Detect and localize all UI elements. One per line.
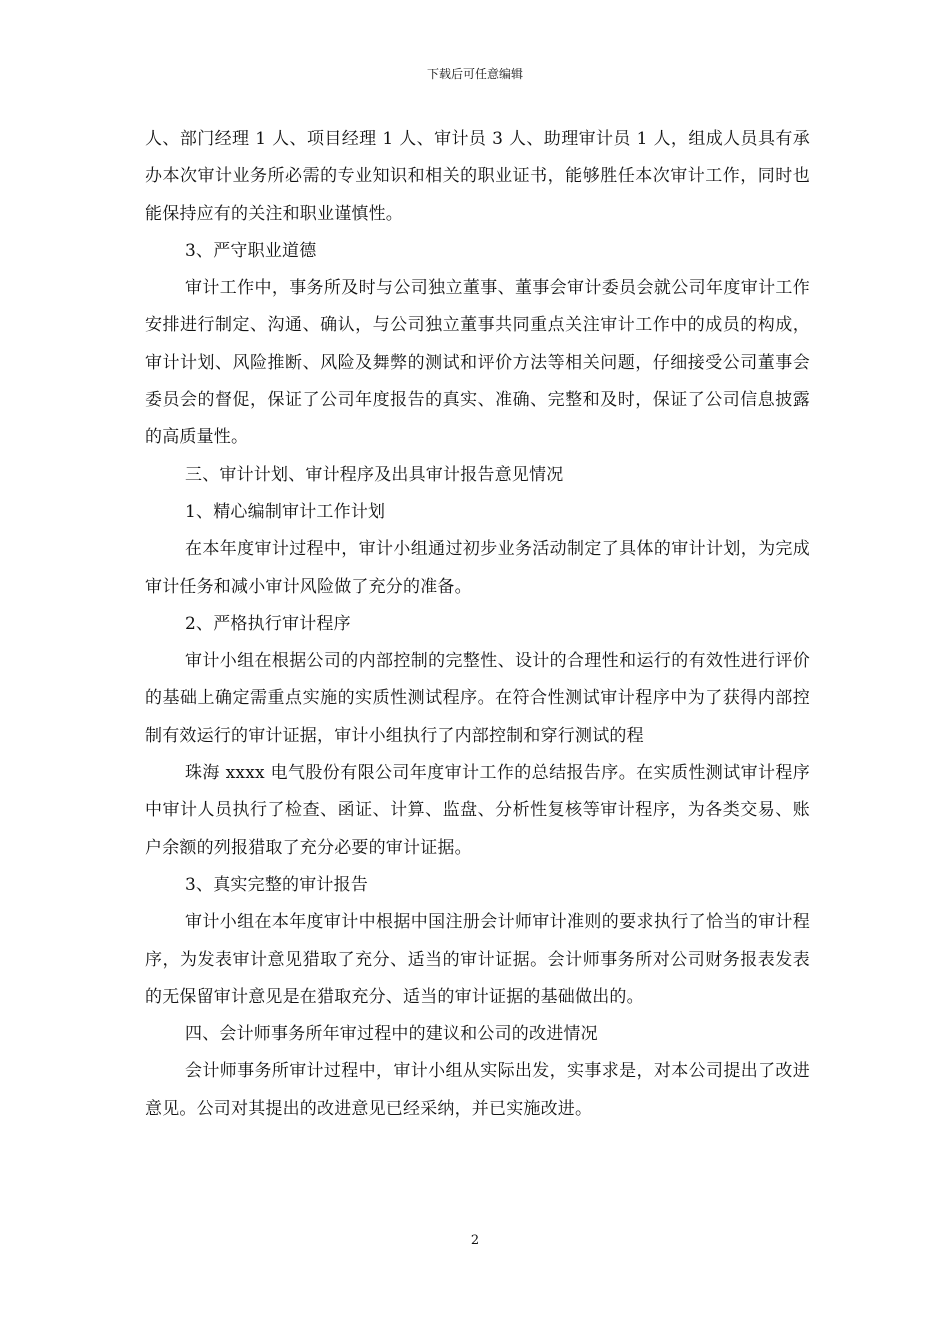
document-body xyxy=(145,121,810,1128)
page-header: 下载后可任意编辑 xyxy=(426,67,523,81)
paragraph-improvements: 会计师事务所审计过程中，审计小组从实际出发，实事求是，对本公司提出了改进意见。公司对其提出的改进意见已经采纳，并已实施改进。 xyxy=(145,1061,810,1119)
paragraph-ethics: 审计工作中，事务所及时与公司独立董事、董事会审计委员会就公司年度审计工作安排进行制定、沟通、确认，与公司独立董事共同重点关注审计工作中的成员的构成，审计计划、风险推断、风险及舞弊的测试和评价方法等相关问题，仔细接受公司董事会委员会的督促，保证了公司年度报告的真实、准确、完整和及时，保证了公司信息披露的高质量性。 xyxy=(145,278,810,448)
paragraph-audit-procedure: 审计小组在根据公司的内部控制的完整性、设计的合理性和运行的有效性进行评价的基础上确定需重点实施的实质性测试程序。在符合性测试审计程序中为了获得内部控制有效运行的审计证据，审计小组执行了内部控制和穿行测试的程 xyxy=(145,651,810,746)
paragraph-substantive-testing: 珠海 xxxx 电气股份有限公司年度审计工作的总结报告序。在实质性测试审计程序中审计人员执行了检查、函证、计算、监盘、分析性复核等审计程序，为各类交易、账户余额的列报猎取了充分必要的审计证据。 xyxy=(145,763,810,858)
paragraph-audit-plan: 在本年度审计过程中，审计小组通过初步业务活动制定了具体的审计计划，为完成审计任务和减小审计风险做了充分的准备。 xyxy=(145,539,810,597)
paragraph-audit-report: 审计小组在本年度审计中根据中国注册会计师审计准则的要求执行了恰当的审计程序，为发表审计意见猎取了充分、适当的审计证据。会计师事务所对公司财务报表发表的无保留审计意见是在猎取充分、适当的审计证据的基础做出的。 xyxy=(145,912,810,1007)
paragraph-team-composition: 人、部门经理 1 人、项目经理 1 人、审计员 3 人、助理审计员 1 人，组成人员具有承办本次审计业务所必需的专业知识和相关的职业证书，能够胜任本次审计工作，同时也能保持应有的关注和职业谨慎性。 xyxy=(145,129,810,224)
heading-audit-plan: 1、精心编制审计工作计划 xyxy=(185,501,386,522)
heading-audit-report: 3、真实完整的审计报告 xyxy=(185,874,369,895)
heading-audit-procedure: 2、严格执行审计程序 xyxy=(185,613,351,634)
heading-section-three: 三、审计计划、审计程序及出具审计报告意见情况 xyxy=(185,464,564,485)
heading-section-four: 四、会计师事务所年审过程中的建议和公司的改进情况 xyxy=(185,1024,598,1045)
page-number: 2 xyxy=(470,1233,480,1248)
heading-professional-ethics: 3、严守职业道德 xyxy=(185,240,317,261)
